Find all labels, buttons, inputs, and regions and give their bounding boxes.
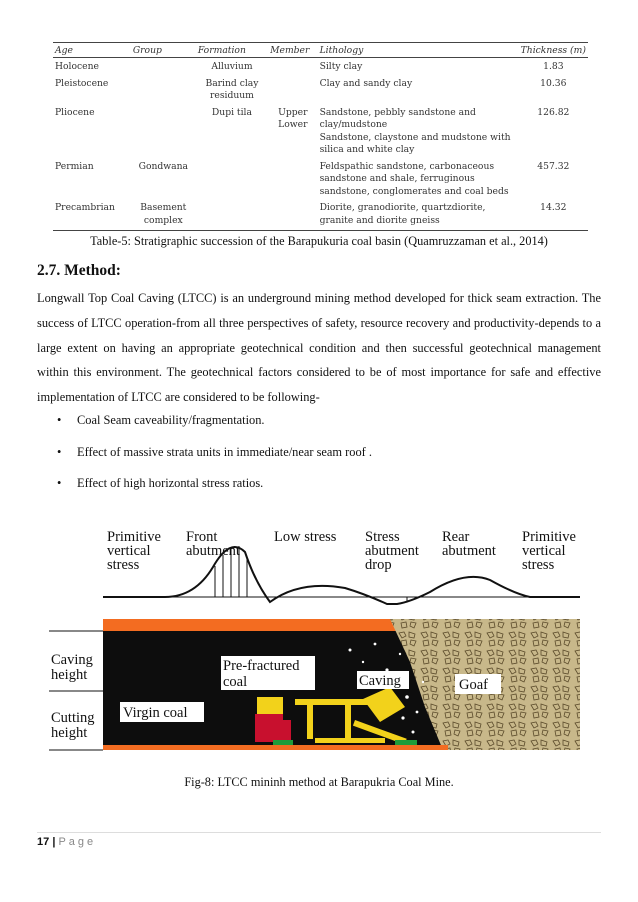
- stress-drop-label-1: Stress: [365, 529, 400, 545]
- cell-age: Holocene: [55, 61, 99, 72]
- primitive-left-label-3: stress: [107, 557, 140, 573]
- cell-lithology: Feldspathic sandstone, carbonaceous sandstone and shale, ferruginous sandstone, conglomerates and coal beds: [319, 160, 509, 197]
- cell-age: Permian: [55, 160, 94, 172]
- cell-member: [268, 199, 317, 231]
- section-heading: 2.7. Method:: [37, 262, 121, 279]
- page-separator: |: [52, 836, 56, 848]
- table-row: [53, 104, 588, 158]
- caving-height-label-2: height: [51, 667, 88, 683]
- bullet-text: Coal Seam caveability/fragmentation.: [77, 413, 265, 427]
- low-stress-label: Low stress: [274, 529, 337, 545]
- goaf-label: Goaf: [459, 677, 488, 693]
- bullet-icon: •: [57, 413, 62, 427]
- table-row: [53, 75, 588, 104]
- caving-height-label-1: Caving: [51, 652, 93, 668]
- front-abutment-label-1: Front: [186, 529, 218, 545]
- cell-member: [268, 158, 317, 200]
- cell-lithology: Silty clay: [319, 61, 363, 72]
- primitive-right-label-1: Primitive: [522, 529, 576, 545]
- page-number: 17: [37, 836, 50, 848]
- cell-member: [268, 75, 317, 104]
- table-body: [53, 58, 588, 231]
- cell-lithology: Clay and sandy clay: [319, 77, 413, 89]
- caving-label: Caving: [359, 673, 401, 689]
- cell-lithology: Sandstone, pebbly sandstone and clay/mudstone Sandstone, claystone and mudstone with silica and white clay: [319, 106, 511, 155]
- list-item: [57, 476, 372, 508]
- front-abutment-label-2: abutment: [186, 543, 240, 559]
- cell-formation: Barind clay residuum: [205, 77, 259, 101]
- table-header-row: [53, 43, 588, 58]
- primitive-left-label-2: vertical: [107, 543, 151, 559]
- cell-group: Gondwana: [138, 160, 189, 172]
- table-row: [53, 158, 588, 200]
- virgin-coal-label: Virgin coal: [123, 705, 188, 721]
- list-item: [57, 413, 372, 445]
- cell-formation: Dupi tila: [211, 106, 252, 118]
- cell-lithology: Diorite, granodiorite, quartzdiorite, granite and diorite gneiss: [318, 199, 519, 231]
- bullet-list: [57, 413, 372, 508]
- cell-thickness: 457.32: [537, 160, 570, 172]
- top-labels: [107, 529, 576, 573]
- footer-divider: [37, 832, 601, 833]
- ltcc-figure: [45, 522, 595, 767]
- primitive-right-label-2: vertical: [522, 543, 566, 559]
- table-caption: Table-5: Stratigraphic succession of the Barapukuria coal basin (Quamruzzaman et al., 2014): [90, 234, 548, 248]
- page-text: Page: [58, 836, 97, 848]
- cell-thickness: 126.82: [537, 106, 570, 118]
- rear-abutment-label-2: abutment: [442, 543, 496, 559]
- bullet-text: Effect of massive strata units in immediate/near seam roof .: [77, 444, 372, 459]
- cell-group: [131, 104, 196, 158]
- cell-age: Pliocene: [55, 106, 95, 118]
- pre-fractured-label-1: Pre-fractured: [223, 658, 300, 674]
- cell-formation: [196, 199, 268, 231]
- side-labels: [49, 631, 103, 750]
- header-group: Group: [131, 43, 196, 58]
- cell-thickness: 1.83: [543, 61, 564, 72]
- seam-section: [103, 619, 580, 750]
- bullet-icon: •: [57, 444, 62, 459]
- cell-group: Basement complex: [131, 199, 196, 231]
- cell-member: Upper Lower: [278, 106, 308, 130]
- figure-caption: Fig-8: LTCC mininh method at Barapukria Coal Mine.: [184, 775, 454, 789]
- cell-age: Pleistocene: [55, 77, 109, 89]
- header-formation: Formation: [196, 43, 268, 58]
- stress-drop-label-3: drop: [365, 557, 392, 573]
- cell-group: [131, 58, 196, 75]
- cell-thickness: 10.36: [540, 77, 567, 89]
- stress-drop-label-2: abutment: [365, 543, 419, 559]
- method-paragraph: Longwall Top Coal Caving (LTCC) is an underground mining method developed for thick seam extraction. The success of LTCC operation-from all three perspectives of safety, resource recovery and productivity-depends to a large extent on having an appropriate geotechnical condition and then successful geotechnical management within this environment. The geotechnical factors considered to be of most importance for safe and effective implementation of LTCC are considered to be following-: [37, 291, 601, 405]
- cutting-height-label-1: Cutting: [51, 710, 95, 726]
- pre-fractured-label-2: coal: [223, 674, 248, 690]
- cell-group: [131, 75, 196, 104]
- page-footer: [37, 836, 96, 848]
- header-lithology: Lithology: [318, 43, 519, 58]
- stress-profile: [103, 546, 580, 619]
- cutting-height-label-2: height: [51, 725, 88, 741]
- primitive-left-label-1: Primitive: [107, 529, 161, 545]
- table-row: [53, 58, 588, 75]
- rear-abutment-label-1: Rear: [442, 529, 470, 545]
- cell-age: Precambrian: [53, 199, 131, 231]
- cell-formation: [196, 158, 268, 200]
- header-age: Age: [53, 43, 131, 58]
- cell-thickness: 14.32: [519, 199, 588, 231]
- primitive-right-label-3: stress: [522, 557, 555, 573]
- header-member: Member: [268, 43, 317, 58]
- cell-member: [268, 58, 317, 75]
- table-row: [53, 199, 588, 231]
- stratigraphy-table: [53, 42, 588, 231]
- cell-formation: Alluvium: [211, 61, 253, 72]
- bullet-icon: •: [57, 476, 62, 490]
- bullet-text: Effect of high horizontal stress ratios.: [77, 476, 264, 490]
- list-item: [57, 445, 372, 477]
- header-thickness: Thickness (m): [519, 43, 588, 58]
